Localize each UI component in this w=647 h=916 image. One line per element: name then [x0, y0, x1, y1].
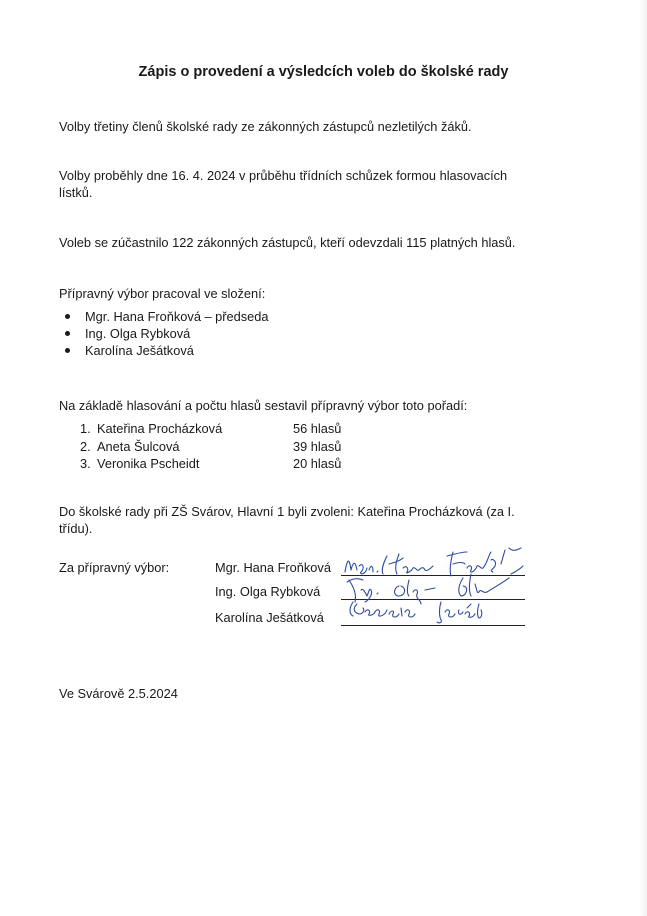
- ranking-row: [59, 438, 359, 456]
- bullet-icon: [65, 348, 70, 353]
- participation-paragraph: Voleb se zúčastnilo 122 zákonných zástupců, kteří odevzdali 115 platných hlasů.: [59, 235, 516, 250]
- candidate-name: Aneta Šulcová: [97, 438, 180, 454]
- vote-count: 39 hlasů: [293, 438, 342, 454]
- committee-member-name: Mgr. Hana Froňková – předseda: [85, 309, 269, 324]
- ranking-heading: Na základě hlasování a počtu hlasů sestavil přípravný výbor toto pořadí:: [59, 398, 468, 413]
- ranking-number: 2.: [80, 438, 91, 454]
- committee-member-name: Karolína Ješátková: [85, 343, 194, 358]
- committee-member: [59, 342, 269, 359]
- committee-list: [59, 308, 269, 359]
- date-paragraph: Volby proběhly dne 16. 4. 2024 v průběhu třídních schůzek formou hlasovacích lístků.: [59, 168, 508, 200]
- committee-member-name: Ing. Olga Rybková: [85, 326, 191, 341]
- candidate-name: Kateřina Procházková: [97, 421, 223, 436]
- signatory-name: Ing. Olga Rybková: [215, 584, 321, 599]
- ranking-number: 1.: [80, 421, 91, 436]
- intro-paragraph: Volby třetiny členů školské rady ze zákonných zástupců nezletilých žáků.: [59, 119, 472, 134]
- handwritten-signature: [343, 596, 543, 630]
- page-edge: [639, 0, 647, 916]
- ranking-list: [59, 420, 359, 473]
- ranking-number: 3.: [80, 456, 91, 471]
- bullet-icon: [65, 331, 70, 336]
- signatures-label: Za přípravný výbor:: [59, 560, 170, 575]
- signature-row: [215, 610, 535, 628]
- candidate-name: Veronika Pscheidt: [97, 456, 200, 471]
- result-paragraph: Do školské rady při ZŠ Svárov, Hlavní 1 byli zvoleni: Kateřina Procházková (za I. třídu).: [59, 504, 515, 536]
- signatory-name: Mgr. Hana Froňková: [215, 560, 331, 575]
- ranking-row: [59, 420, 359, 438]
- bullet-icon: [65, 314, 70, 319]
- committee-member: [59, 325, 269, 342]
- vote-count: 56 hlasů: [293, 421, 342, 436]
- committee-heading: Přípravný výbor pracoval ve složení:: [59, 286, 266, 301]
- place-date: Ve Svárově 2.5.2024: [59, 686, 178, 701]
- vote-count: 20 hlasů: [293, 456, 342, 471]
- signatory-name: Karolína Ješátková: [215, 610, 324, 625]
- committee-member: [59, 308, 269, 325]
- ranking-row: [59, 455, 359, 473]
- document-title: Zápis o provedení a výsledcích voleb do školské rady: [138, 64, 509, 80]
